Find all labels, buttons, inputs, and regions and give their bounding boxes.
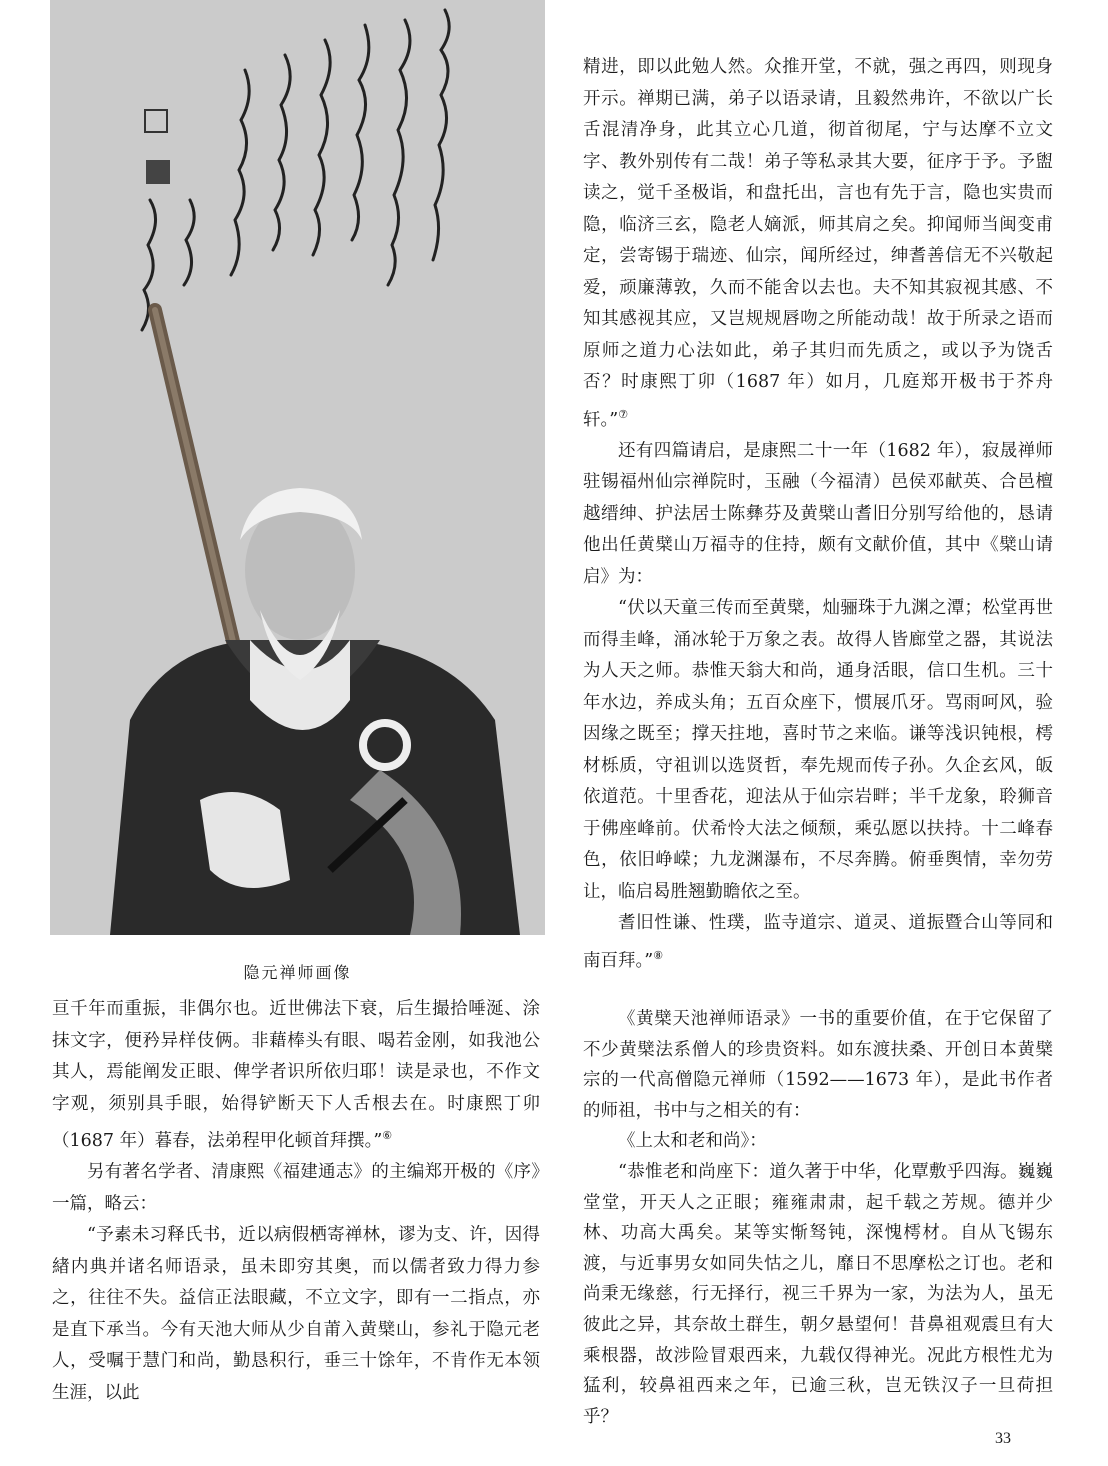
paragraph-text: “恭惟老和尚座下：道久著于中华，化覃敷乎四海。巍巍堂堂，开天人之正眼；雍雍肃肃，起千载之芳规。德并少林、功高大禹矣。某等实惭驽钝，深愧樗材。自从飞锡东渡，与近事男女如同失怙之儿，靡日不思摩松之订也。老和尚秉无缘慈，行无择行，视三千界为一家，为法为人，虽无彼此之异，其奈故土群生，朝夕悬望何！昔鼻祖观震旦有大乘根器，故涉险冒艰西来，九载仅得神光。况此方根性尤为猛利，较鼻祖西来之年，已逾三秋，岂无铁汉子一旦荷担乎？ [583, 1161, 1053, 1427]
paragraph [583, 52, 1053, 436]
paragraph [583, 1157, 1053, 1432]
paragraph-text: 精进，即以此勉人然。众推开堂，不就，强之再四，则现身开示。禅期已满，弟子以语录请，且毅然弗许，不欲以广长舌混清净身，此其立心几道，彻首彻尾，宁与达摩不立文字、教外别传有二哉！弟子等私录其大要，征序于予。予盥读之，觉千圣极诣，和盘托出，言也有先于言，隐也实贵而隐，临济三玄，隐老人嫡派，师其肩之矣。抑闻师当闽变甫定，尝寄锡于瑞迹、仙宗，闻所经过，绅耆善信无不兴敬起爱，顽廉薄敦，久而不能舍以去也。夫不知其寂视其感、不知其感视其应，又岂规规唇吻之所能动哉！故于所录之语而原师之道力心法如此，弟子其归而先质之，或以予为饶舌否？时康熙丁卯（1687 年）如月，几庭郑开极书于芥舟轩。” [583, 57, 1053, 430]
paragraph-text: 还有四篇请启，是康熙二十一年（1682 年），寂晟禅师驻锡福州仙宗禅院时，玉融（今福清）邑侯邓献英、合邑檀越缙绅、护法居士陈彝芬及黄檗山耆旧分别写给他的，恳请他出任黄檗山万福寺的住持，颇有文献价值，其中《檗山请启》为： [583, 440, 1053, 587]
figure-caption: 隐元禅师画像 [243, 963, 352, 982]
right-column-bottom [583, 1004, 1053, 1432]
paragraph-text: “伏以天童三传而至黄檗，灿骊珠于九渊之潭；松堂再世而得圭峰，涌冰轮于万象之表。故得人皆廊堂之器，其说法为人天之师。恭惟天翁大和尚，通身活眼，信口生机。三十年水边，养成头角；五百众座下，惯展爪牙。骂雨呵风，验因缘之既至；撑天拄地，喜时节之来临。谦等浅识钝根，樗材栎质，守祖训以选贤哲，奉先规而传子孙。久企玄风，皈依道范。十里香花，迎法从于仙宗岩畔；半千龙象，聆狮音于佛座峰前。伏希怜大法之倾颓，乘弘愿以扶持。十二峰春色，依旧峥嵘；九龙渊瀑布，不尽奔腾。俯垂舆情，幸勿劳让，临启曷胜翘勤瞻依之至。 [583, 598, 1053, 902]
paragraph [52, 1220, 540, 1409]
paragraph [52, 1157, 540, 1220]
portrait-illustration [50, 0, 545, 935]
paragraph-text: 《黄檗天池禅师语录》一书的重要价值，在于它保留了不少黄檗法系僧人的珍贵资料。如东渡扶桑、开创日本黄檗宗的一代高僧隐元禅师（1592——1673 年），是此书作者的师祖，书中与之相关的有： [583, 1009, 1053, 1121]
paragraph [583, 1126, 1053, 1157]
paragraph-text: 亘千年而重振，非偶尔也。近世佛法下衰，后生撮拾唾涎、涂抹文字，便矜异样伎俩。非藉棒头有眼、喝若金刚，如我池公其人，焉能阐发正眼、俾学者识所依归耶！读是录也，不作文字观，须别具手眼，始得铲断天下人舌根去在。时康熙丁卯（1687 年）暮春，法弟程甲化顿首拜撰。” [52, 999, 540, 1151]
portrait-figure [50, 0, 545, 935]
paragraph-text: 《上太和老和尚》： [618, 1131, 767, 1152]
paragraph-text: “予素未习释氏书，近以病假栖寄禅林，谬为支、许，因得緖内典并诸名师语录，虽未即穷其奥，而以儒者致力得力参之，往往不失。益信正法眼藏，不立文字，即有一二指点，亦是直下承当。今有天池大师从少自莆入黄檗山，参礼于隐元老人，受嘱于慧门和尚，勤恳积行，垂三十馀年，不肯作无本领生涯，以此 [52, 1225, 540, 1403]
paragraph [583, 1004, 1053, 1126]
paragraph [583, 436, 1053, 594]
paragraph [583, 593, 1053, 908]
paragraph [583, 908, 1053, 977]
right-column-top [583, 52, 1053, 977]
footnote-marker: ⑥ [382, 1129, 393, 1142]
paragraph-text: 耆旧性谦、性璞，监寺道宗、道灵、道振暨合山等同和南百拜。” [583, 913, 1053, 971]
paragraph-text: 另有著名学者、清康熙《福建通志》的主编郑开极的《序》一篇，略云： [52, 1162, 540, 1214]
paragraph [52, 994, 540, 1157]
left-column [52, 994, 540, 1409]
page-number: 33 [995, 1430, 1011, 1447]
footnote-marker: ⑧ [653, 948, 664, 962]
footnote-marker: ⑦ [618, 407, 629, 421]
